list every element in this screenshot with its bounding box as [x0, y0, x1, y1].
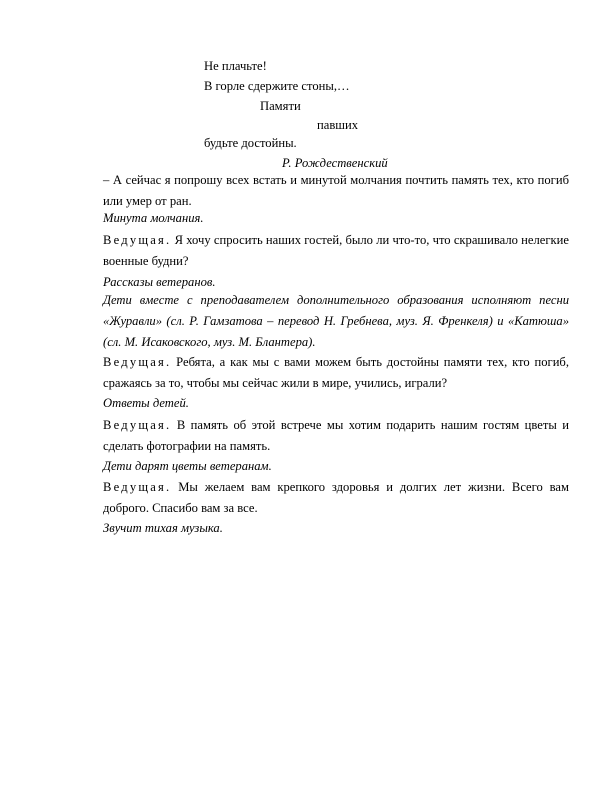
- speaker-label: Ведущая.: [103, 418, 172, 432]
- poem-line-2-text: В горле сдержите стоны,: [204, 79, 337, 93]
- paragraph-6-text: Ребята, а как мы с вами можем быть достойны памяти тех, кто погиб, сражаясь за то, чтобы мы сейчас жили в мире, учились, играли?: [103, 355, 569, 390]
- poem-author: Р. Рождественский: [282, 156, 388, 170]
- paragraph-quiet-music: [103, 518, 569, 539]
- paragraph-7-text: Ответы детей.: [103, 396, 189, 410]
- paragraph-8-text: В память об этой встрече мы хотим подарить нашим гостям цветы и сделать фотографии на память.: [103, 418, 569, 453]
- paragraph-children-songs: [103, 290, 569, 353]
- speaker-label: Ведущая.: [103, 355, 172, 369]
- paragraph-2-text: Минута молчания.: [103, 211, 204, 225]
- poem-line-1: Не плачьте!: [204, 59, 267, 73]
- paragraph-minute-silence: [103, 208, 569, 229]
- speaker-label: Ведущая.: [103, 480, 172, 494]
- paragraph-minute-silence-request: [103, 170, 569, 212]
- speaker-label: Ведущая.: [103, 233, 172, 247]
- paragraph-10-text: Мы желаем вам крепкого здоровья и долгих лет жизни. Всего вам доброго. Спасибо вам за все.: [103, 480, 569, 515]
- paragraph-1-text: – А сейчас я попрошу всех встать и минутой молчания почтить память тех, кто погиб или умер от ран.: [103, 173, 569, 208]
- paragraph-3-text: Я хочу спросить наших гостей, было ли что-то, что скрашивало нелегкие военные будни?: [103, 233, 569, 268]
- paragraph-host-children-question: [103, 352, 569, 394]
- poem-line-3: Памяти: [260, 99, 301, 113]
- paragraph-host-question: [103, 230, 569, 272]
- paragraph-4-text: Рассказы ветеранов.: [103, 275, 216, 289]
- poem-line-2-ellipsis: …: [337, 79, 350, 93]
- poem-line-5: будьте достойны.: [204, 136, 297, 150]
- poem-line-4: павших: [317, 118, 359, 132]
- paragraph-host-flowers: [103, 415, 569, 457]
- paragraph-host-wishes: [103, 477, 569, 519]
- paragraph-children-give-flowers: [103, 456, 569, 477]
- paragraph-children-answers: [103, 393, 569, 414]
- paragraph-11-text: Звучит тихая музыка.: [103, 521, 223, 535]
- paragraph-9-text: Дети дарят цветы ветеранам.: [103, 459, 272, 473]
- paragraph-5-text: Дети вместе с преподавателем дополнительного образования исполняют песни «Журавли» (сл. Р. Гамзатова – перевод Н. Гребнева, муз. Я. Френкеля) и «Катюша» (сл. М. Исаковского, муз. М. Блантера).: [103, 293, 569, 349]
- poem-line-2: [204, 78, 350, 94]
